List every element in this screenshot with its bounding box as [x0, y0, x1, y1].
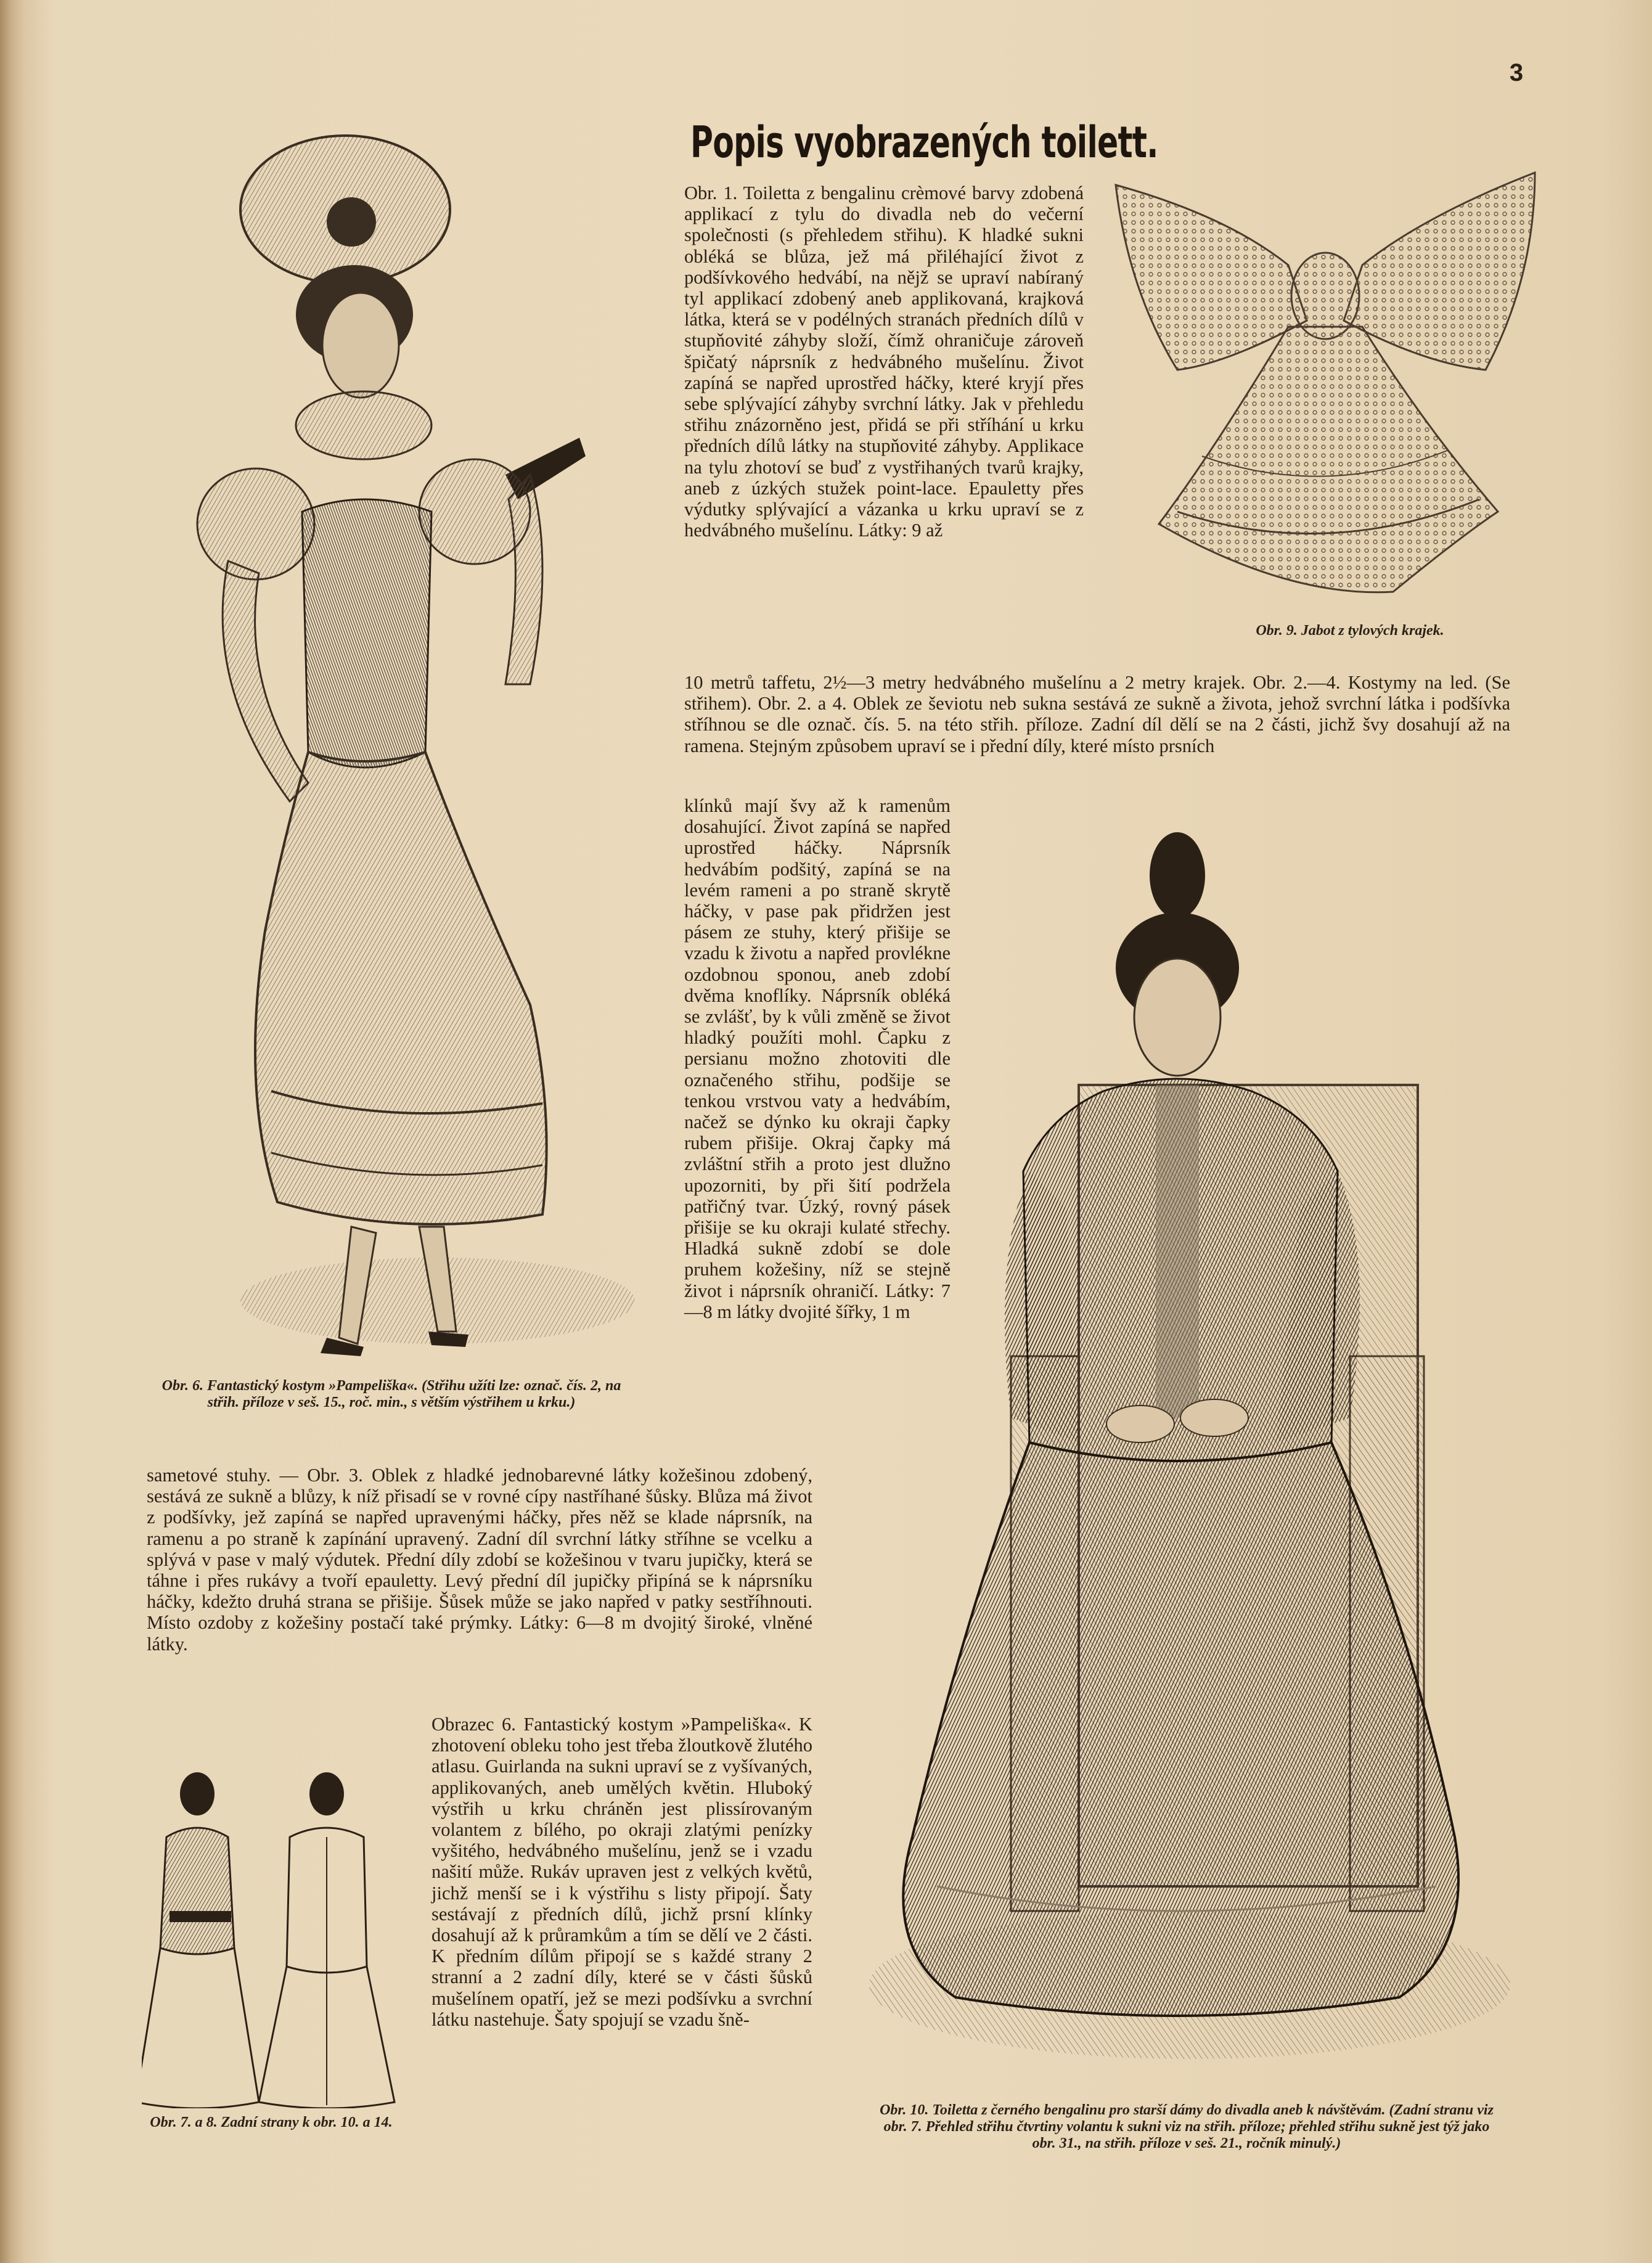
- caption-figure-9: Obr. 9. Jabot z tylových krajek.: [1256, 623, 1444, 639]
- text-column-obr1: [684, 182, 1084, 663]
- text-column-obrazec6: [431, 1714, 812, 2158]
- caption-figure-7-8: Obr. 7. a 8. Zadní strany k obr. 10. a 14.: [150, 2114, 393, 2130]
- text-column-obr2-4: [684, 672, 1510, 789]
- figure-7-8-illustration: [142, 1769, 401, 2108]
- text-column-obr2-4-continued: [684, 795, 951, 1479]
- page-title: Popis vyobrazených toilett.: [690, 117, 1158, 168]
- paragraph-obr2-4: 10 metrů taffetu, 2½—3 metry hedvábného mušelínu a 2 metry krajek. Obr. 2.—4. Kostymy na led. (Se střihem). Obr. 2. a 4. Oblek ze ševiotu neb sukna sestává ze sukně a života, jehož svrchní látka i podšívka stříhnou se dle označ. čís. 5. na této střih. příloze. Zadní díl dělí se na 2 části, jichž švy dosahují až na ramena. Stejným způsobem upraví se i přední díly, které místo prsních: [684, 672, 1510, 756]
- page-number: 3: [1509, 59, 1524, 86]
- paragraph-obrazec6: Obrazec 6. Fantastický kostym »Pampeliška«. K zhotovení obleku toho jest třeba žloutkově žlutého atlasu. Guirlanda na sukni upraví se z vyšívaných, applikovaných, aneb umělých květin. Hluboký výstřih u krku chráněn jest plissírovaným volantem z bílého, po okraji zlatými penízky vyšitého, hedvábného mušelínu, jenž se i vzadu našití může. Rukáv upraven jest z velkých květů, jichž menší se i k výstřihu s listy připojí. Šaty sestávají z předních dílů, jichž prsní klínky dosahují až k průramkům a tím se dělí ve 2 části. K předním dílům připojí se s každé strany 2 stranní a 2 zadní díly, které se v části šůsků mušelínem opatří, jež se mezi podšívku a svrchní látku nastehuje. Šaty spojují se vzadu šně-: [431, 1714, 812, 2030]
- paragraph-obr3: sametové stuhy. — Obr. 3. Oblek z hladké jednobarevné látky kožešinou zdobený, sestává ze sukně a blůzy, k níž přisadí se v rovné cípy nastříhané šůsky. Blůza má život z podšívky, jež zapíná se napřed upravenými háčky, přes něž se klade náprsník, na ramenu a po straně k zapínání upravený. Zadní díl svrchní látky stříhne se vcelku a splývá v pase v malý výdutek. Přední díly zdobí se kožešinou v tvaru jupičky, která se táhne i přes rukávy a tvoří epauletty. Levý přední díl jupičky připíná se k náprsníku háčky, kdežto druhá strana se přišije. Šůsek může se jako napřed v patky sestříhnouti. Místo ozdoby z kožešiny postačí také prýmky. Látky: 6—8 m dvojitý široké, vlněné látky.: [147, 1465, 812, 1655]
- text-column-obr3: [147, 1465, 812, 1724]
- figure-6-illustration: [148, 129, 641, 1369]
- figure-9-illustration: [1103, 166, 1547, 616]
- caption-figure-6: Obr. 6. Fantastický kostym »Pampeliška«. (Střihu užíti lze: označ. čís. 2, na střih. příloze v seš. 15., roč. min., s větším výstřihem u krku.): [162, 1378, 621, 1410]
- paragraph-obr2-4-continued: klínků mají švy až k ramenům dosahující. Život zapíná se napřed uprostřed háčky. Náprsník hedvábím podšitý, zapíná se na levém rameni a po straně skrytě háčky, v pase pak přidržen jest pásem ze stuhy, který přišije se vzadu k životu a napřed provlékne ozdobnou sponou, aneb zdobí dvěma knoflíky. Náprsník obléká se zvlášť, by k vůli změně se život hladký použíti mohl. Čapku z persianu možno zhotoviti dle označeného střihu, podšije se tenkou vrstvou vaty a hedvábím, načež se dýnko ku okraji čapky rubem přišije. Okraj čapky má zvláštní střih a proto jest dlužno upozorniti, by při šití podržela patřičný tvar. Úzký, rovný pásek přišije se ku okraji kulaté střechy. Hladká sukně zdobí se dole pruhem kožešiny, níž se stejně život i náprsník ohraničí. Látky: 7—8 m látky dvojité šířky, 1 m: [684, 795, 951, 1322]
- paragraph-obr1: Obr. 1. Toiletta z bengalinu crèmové barvy zdobená applikací z tylu do divadla neb do večerní společnosti (s přehledem střihu). K hladké sukni obléká se blůza, jež má přiléhající život z podšívkového hedvábí, na nějž se upraví nabíraný tyl applikací zdobený aneb applikovaná, krajková látka, která se v podélných stranách předních dílů v stupňovité záhyby složí, čímž ohraničuje zároveň špičatý náprsník z hedvábného mušelínu. Život zapíná se napřed uprostřed háčky, které kryjí přes sebe splývající záhyby svrchní látky. Jak v přehledu střihu znázorněno jest, přidá se při stříhání u krku předních dílů látky na stupňovité záhyby. Applikace na tylu zhotoví se buď z vystřihaných tvarů krajky, aneb z úzkých stužek point-lace. Epauletty přes výdutky splývající a vázanka u krku upraví se z hedvábného mušelínu. Látky: 9 až: [684, 182, 1084, 541]
- caption-figure-10: Obr. 10. Toiletta z černého bengalinu pro starší dámy do divadla aneb k návštěvám. (Zadní stranu viz obr. 7. Přehled střihu čtvrtiny volantu k sukni viz na střih. příloze; přehled střihu sukně jest týž jako obr. 31., na střih. příloze v seš. 21., ročník minulý.): [880, 2102, 1494, 2151]
